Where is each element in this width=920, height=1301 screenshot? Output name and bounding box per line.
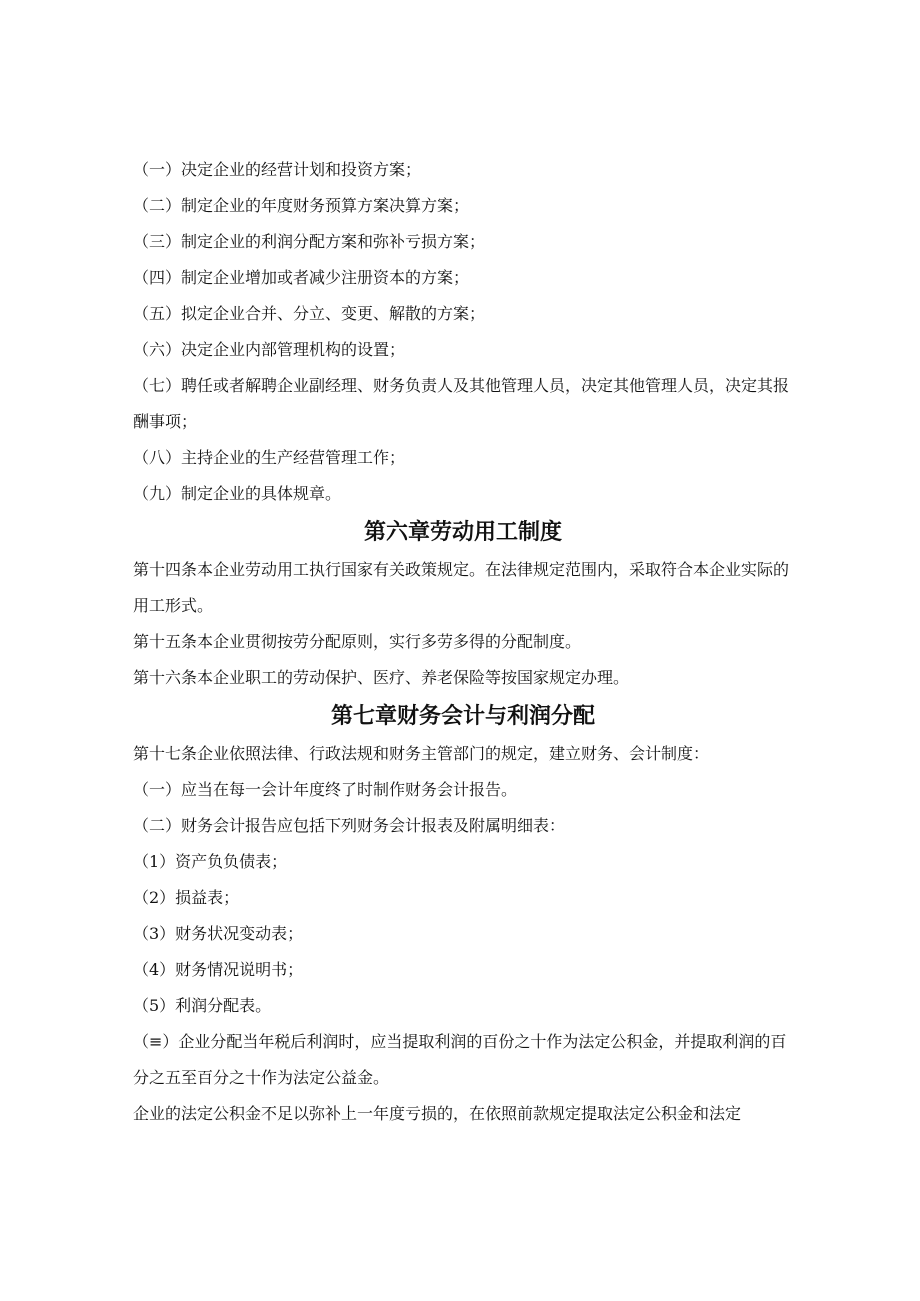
list-item: （四）制定企业增加或者减少注册资本的方案； bbox=[133, 268, 470, 287]
list-item: （二）制定企业的年度财务预算方案决算方案； bbox=[133, 196, 470, 215]
list-item: （4）财务情况说明书； bbox=[133, 960, 304, 979]
article-paragraph: 第十七条企业依照法律、行政法规和财务主管部门的规定，建立财务、会计制度： bbox=[133, 744, 710, 763]
chapter-7-heading: 第七章财务会计与利润分配 bbox=[330, 703, 595, 729]
list-item: （一）应当在每一会计年度终了时制作财务会计报告。 bbox=[133, 780, 518, 799]
list-item: （三）制定企业的利润分配方案和弥补亏损方案； bbox=[133, 232, 486, 251]
list-item: （1）资产负负债表； bbox=[133, 852, 288, 871]
list-item: （八）主持企业的生产经营管理工作； bbox=[133, 448, 406, 467]
article-paragraph: 企业的法定公积金不足以弥补上一年度亏损的，在依照前款规定提取法定公积金和法定 bbox=[133, 1104, 742, 1123]
list-item: （≡）企业分配当年税后利润时，应当提取利润的百份之十作为法定公积金，并提取利润的百分之五至百分之十作为法定公益金。 bbox=[133, 1032, 787, 1087]
list-item: （六）决定企业内部管理机构的设置； bbox=[133, 340, 406, 359]
article-paragraph: 第十五条本企业贯彻按劳分配原则，实行多劳多得的分配制度。 bbox=[133, 632, 582, 651]
list-item: （3）财务状况变动表； bbox=[133, 924, 304, 943]
list-item: （一）决定企业的经营计划和投资方案； bbox=[133, 160, 422, 179]
list-item: （5）利润分配表。 bbox=[133, 996, 272, 1015]
list-item: （九）制定企业的具体规章。 bbox=[133, 484, 342, 503]
list-item: （七）聘任或者解聘企业副经理、财务负责人及其他管理人员，决定其他管理人员，决定其报酬事项； bbox=[133, 376, 790, 431]
list-item: （2）损益表； bbox=[133, 888, 240, 907]
list-item: （二）财务会计报告应包括下列财务会计报表及附属明细表： bbox=[133, 816, 566, 835]
article-paragraph: 第十四条本企业劳动用工执行国家有关政策规定。在法律规定范围内，采取符合本企业实际的用工形式。 bbox=[133, 560, 790, 615]
article-paragraph: 第十六条本企业职工的劳动保护、医疗、养老保险等按国家规定办理。 bbox=[133, 668, 630, 687]
chapter-6-heading: 第六章劳动用工制度 bbox=[363, 519, 562, 545]
document-body bbox=[133, 152, 793, 1132]
list-item: （五）拟定企业合并、分立、变更、解散的方案； bbox=[133, 304, 486, 323]
